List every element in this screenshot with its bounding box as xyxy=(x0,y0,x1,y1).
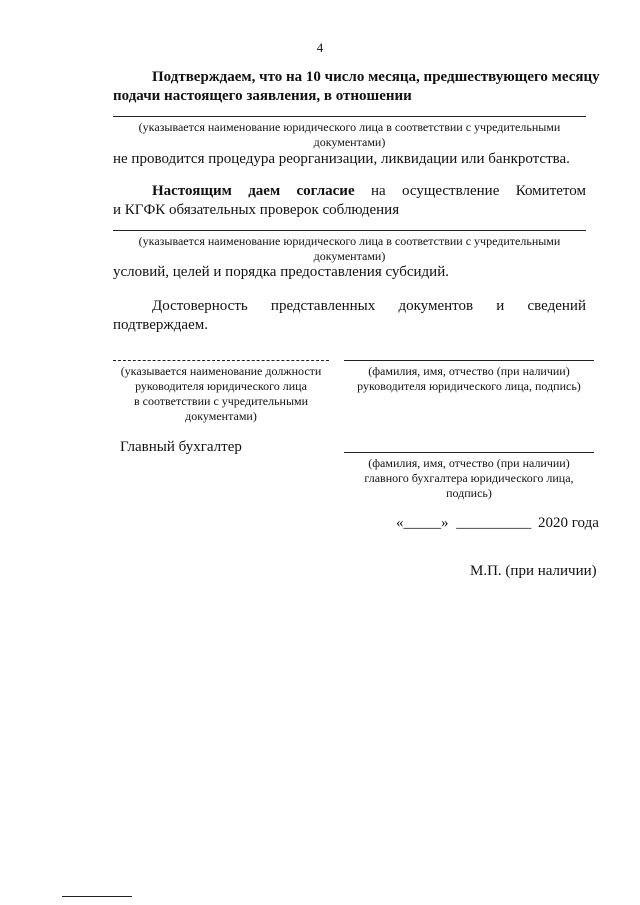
stamp-label: М.П. (при наличии) xyxy=(470,563,597,579)
consent-word-1: Настоящим xyxy=(152,183,232,199)
entity-hint-1-line-1: (указывается наименование юридического лица в соответствии с учредительными xyxy=(138,120,561,134)
reliability-word-4: и xyxy=(496,298,505,314)
head-name-hint-line: руководителя юридического лица, подпись) xyxy=(357,379,581,393)
consent-word-2: даем xyxy=(248,183,281,199)
entity-hint-2-line-1: (указывается наименование юридического лица в соответствии с учредительными xyxy=(138,234,561,248)
reliability-line-1 xyxy=(152,297,586,316)
entity-hint-1-line-2: документами) xyxy=(313,135,386,149)
reliability-word-2: представленных xyxy=(270,298,376,314)
no-reorganization-text: не проводится процедура реорганизации, ликвидации или банкротства. xyxy=(113,151,570,167)
accountant-name-hint xyxy=(334,456,604,501)
head-position-hint-line: в соответствии с учредительными xyxy=(133,394,309,408)
accountant-name-hint-line: главного бухгалтера юридического лица, xyxy=(364,471,574,485)
conditions-text: условий, целей и порядка предоставления субсидий. xyxy=(113,264,449,280)
confirm-line-2: подачи настоящего заявления, в отношении xyxy=(113,88,412,104)
head-position-hint-line: (указывается наименование должности xyxy=(120,364,322,378)
entity-hint-1 xyxy=(113,120,586,150)
head-position-line xyxy=(113,360,329,361)
head-position-hint-line: документами) xyxy=(185,409,257,423)
accountant-name-hint-line: подпись) xyxy=(446,486,492,500)
date-month-blank: __________ xyxy=(456,515,532,531)
confirm-line-1: Подтверждаем, что на 10 число месяца, предшествующего месяцу xyxy=(152,69,600,85)
consent-line-1 xyxy=(152,182,586,201)
reliability-line-2: подтверждаем. xyxy=(113,317,208,333)
chief-accountant-label: Главный бухгалтер xyxy=(120,439,242,455)
page-number: 4 xyxy=(316,40,324,55)
consent-word-4: на xyxy=(370,183,386,199)
accountant-name-hint-line: (фамилия, имя, отчество (при наличии) xyxy=(368,456,570,470)
head-position-hint-line: руководителя юридического лица xyxy=(135,379,307,393)
consent-word-3: согласие xyxy=(296,183,355,199)
reliability-word-3: документов xyxy=(398,298,474,314)
date-close-quote: » xyxy=(441,515,449,531)
consent-word-5: осуществление xyxy=(401,183,500,199)
head-position-hint xyxy=(104,364,338,424)
footnote-separator xyxy=(62,896,132,897)
date-day-blank: _____ xyxy=(403,515,441,531)
entity-name-line-2 xyxy=(113,230,586,231)
reliability-word-5: сведений xyxy=(527,298,586,314)
head-name-hint-line: (фамилия, имя, отчество (при наличии) xyxy=(368,364,570,378)
entity-name-line-1 xyxy=(113,116,586,117)
date-year: 2020 года xyxy=(538,515,599,531)
reliability-word-1: Достоверность xyxy=(152,298,248,314)
date-line xyxy=(396,514,599,533)
date-open-quote: « xyxy=(396,515,404,531)
accountant-signature-line xyxy=(344,452,594,453)
consent-line-2: и КГФК обязательных проверок соблюдения xyxy=(113,202,400,218)
head-signature-line xyxy=(344,360,594,361)
entity-hint-2 xyxy=(113,234,586,264)
entity-hint-2-line-2: документами) xyxy=(313,249,386,263)
head-name-hint xyxy=(334,364,604,394)
consent-word-6: Комитетом xyxy=(515,183,586,199)
